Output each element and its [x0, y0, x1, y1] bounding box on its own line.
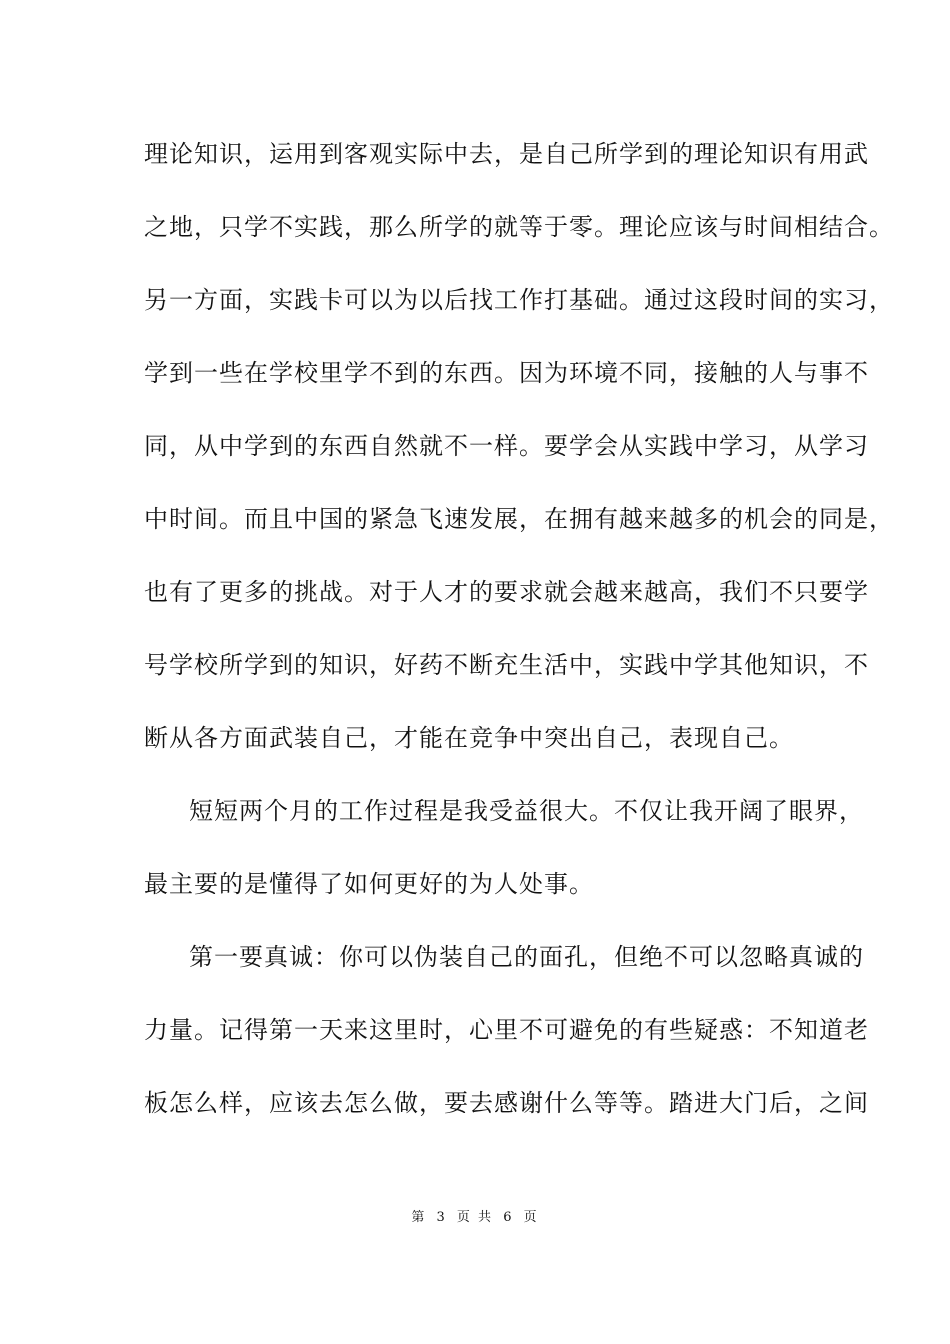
text-line: 另一方面，实践卡可以为以后找工作打基础。通过这段时间的实习，: [144, 286, 894, 314]
paragraph-first-line: 短短两个月的工作过程是我受益很大。不仅让我开阔了眼界，: [189, 797, 864, 825]
text-line: 学到一些在学校里学不到的东西。因为环境不同，接触的人与事不: [144, 359, 869, 387]
text-line: 最主要的是懂得了如何更好的为人处事。: [144, 870, 594, 898]
current-page-number: 3: [436, 1210, 447, 1225]
text-line: 板怎么样，应该去怎么做，要去感谢什么等等。踏进大门后，之间: [144, 1089, 869, 1117]
text-line: 号学校所学到的知识，好药不断充生活中，实践中学其他知识，不: [144, 651, 869, 679]
text-line: 理论知识，运用到客观实际中去，是自己所学到的理论知识有用武: [144, 140, 869, 168]
text-line: 中时间。而且中国的紧急飞速发展，在拥有越来越多的机会的同是，: [144, 505, 894, 533]
text-line: 断从各方面武装自己，才能在竞争中突出自己，表现自己。: [144, 724, 794, 752]
total-pages-number: 6: [503, 1210, 514, 1225]
footer-middle: 页 共: [456, 1210, 494, 1225]
text-line: 同，从中学到的东西自然就不一样。要学会从实践中学习，从学习: [144, 432, 869, 460]
text-line: 之地，只学不实践，那么所学的就等于零。理论应该与时间相结合。: [144, 213, 894, 241]
paragraph-first-line: 第一要真诚：你可以伪装自己的面孔，但绝不可以忽略真诚的: [189, 943, 864, 971]
footer-prefix: 第: [411, 1210, 427, 1225]
text-line: 也有了更多的挑战。对于人才的要求就会越来越高，我们不只要学: [144, 578, 869, 606]
page-footer: [0, 1209, 950, 1227]
text-line: 力量。记得第一天来这里时，心里不可避免的有些疑惑：不知道老: [144, 1016, 869, 1044]
footer-suffix: 页: [523, 1210, 539, 1225]
